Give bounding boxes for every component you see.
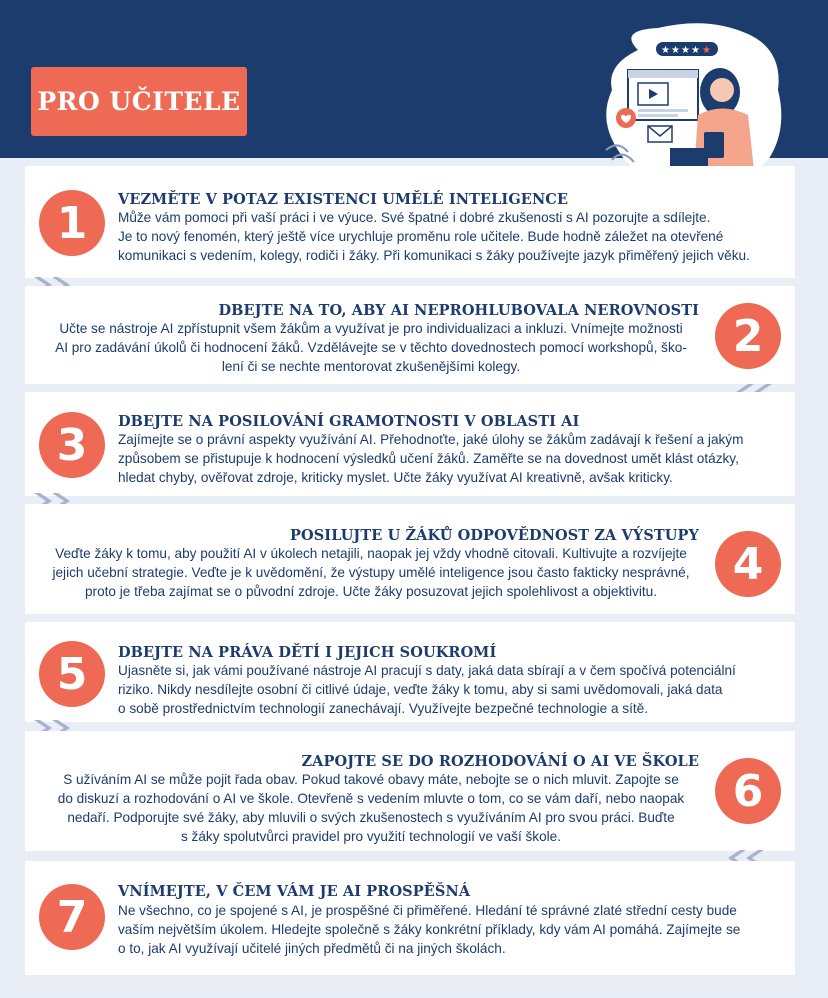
item-text: [118, 901, 778, 958]
item-text-line: proto je třeba zajímat se o původní zdroje. Učte žáky posuzovat jejich spolehlivost a objektivitu.: [85, 584, 657, 599]
item-card-5: [25, 622, 795, 722]
item-text-line: hledat chyby, ověřovat zdroje, kriticky myslet. Učte žáky využívat AI kreativně, avšak kriticky.: [118, 470, 673, 485]
item-text-line: způsobem se přistupuje k hodnocení výsledků učení žáků. Zaměřte se na dovednost umět klást otázky,: [118, 451, 739, 466]
item-text-line: s žáky spolutvůrci pravidel pro využití technologií ve vaší škole.: [180, 829, 562, 844]
item-text: [118, 208, 778, 265]
item-number-badge: 5: [39, 641, 105, 707]
item-number-badge: 3: [39, 412, 105, 478]
item-heading: DBEJTE NA TO, ABY AI NEPROHLUBOVALA NEROVNOSTI: [218, 302, 699, 319]
item-number-badge: 1: [39, 190, 105, 256]
item-text: [41, 770, 701, 846]
item-text-line: Je to nový fenomén, který ještě více urychluje proměnu role učitele. Bude hodně záležet na otevřené: [118, 229, 724, 244]
item-text-line: Veďte žáky k tomu, aby použití AI v úkolech netajili, naopak jej vždy vhodně citovali. Kultivujte a rozvíjejte: [55, 546, 687, 561]
item-text-line: lení či se nechte mentorovat zkušenějšími kolegy.: [221, 359, 521, 374]
item-number-badge: 2: [715, 303, 781, 369]
item-text-line: do diskuzí a rozhodování o AI ve škole. Otevřeně s vedením mluvte o tom, co se vám daří, nebo naopak: [57, 791, 685, 806]
item-heading: VEZMĚTE V POTAZ EXISTENCI UMĚLÉ INTELIGENCE: [118, 191, 569, 208]
item-text-line: jejich učební strategie. Veďte je k uvědomění, že výstupy umělé inteligence jsou často fakticky nesprávné,: [52, 565, 690, 580]
teacher-illustration: [598, 20, 788, 190]
item-text: [118, 661, 778, 718]
item-text-line: S užíváním AI se může pojit řada obav. Pokud takové obavy máte, nebojte se o nich mluvit. Zapojte se: [63, 772, 679, 787]
item-text-line: o sobě prostřednictvím technologií zanechávají. Využívejte bezpečné technologie a sítě.: [118, 701, 648, 716]
item-heading: POSILUJTE U ŽÁKŮ ODPOVĚDNOST ZA VÝSTUPY: [290, 527, 699, 544]
item-text-line: AI pro zadávání úkolů či hodnocení žáků. Vzdělávejte se v těchto dovednostech pomocí workshopů, ško-: [55, 340, 687, 355]
item-card-3: [25, 392, 795, 496]
item-heading: DBEJTE NA POSILOVÁNÍ GRAMOTNOSTI V OBLASTI AI: [118, 413, 580, 430]
item-card-1: [25, 166, 795, 278]
item-text-line: o to, jak AI využívají učitelé jiných předmětů či na jiných školách.: [118, 941, 506, 956]
item-text: [118, 430, 778, 487]
item-number-badge: 4: [715, 531, 781, 597]
item-text-line: Může vám pomoci při vaší práci i ve výuce. Své špatné i dobré zkušenosti s AI pozorujte a sdílejte.: [118, 210, 711, 225]
item-text: [41, 544, 701, 601]
star-icon: ★: [691, 45, 700, 56]
item-card-7: [25, 861, 795, 975]
item-heading: VNÍMEJTE, V ČEM VÁM JE AI PROSPĚŠNÁ: [118, 883, 471, 900]
item-number-badge: 7: [39, 884, 105, 950]
title-badge: [31, 67, 247, 136]
item-text-line: komunikaci s vedením, kolegy, rodiči i žáky. Při komunikaci s žáky používejte jazyk přiměřený jejich věku.: [118, 248, 750, 263]
star-icon: ★: [702, 45, 711, 56]
item-text: [41, 319, 701, 376]
item-number-badge: 6: [715, 758, 781, 824]
page-title: PRO UČITELE: [37, 87, 241, 116]
star-icon: ★: [681, 45, 690, 56]
star-icon: ★: [671, 45, 680, 56]
item-text-line: nedaří. Podporujte své žáky, aby mluvili o svých zkušenostech s využíváním AI pro svou práci. Buďte: [67, 810, 675, 825]
item-card-6: [25, 731, 795, 851]
item-text-line: Učte se nástroje AI zpřístupnit všem žákům a využívat je pro individualizaci a inkluzi. Vnímejte možnosti: [59, 321, 683, 336]
item-card-4: [25, 504, 795, 614]
item-text-line: Zajímejte se o právní aspekty využívání AI. Přehodnoťte, jaké úlohy se žákům zadávají k řešení a jakým: [118, 432, 744, 447]
item-text-line: vaším největším úkolem. Hledejte společně s žáky konkrétní příklady, kdy vám AI pomáhá. Zajímejte se: [118, 922, 741, 937]
star-icon: ★: [661, 45, 670, 56]
item-text-line: riziko. Nikdy nesdílejte osobní či citlivé údaje, veďte žáky k tomu, aby si sami uvědomovali, jaká data: [118, 682, 723, 697]
item-heading: ZAPOJTE SE DO ROZHODOVÁNÍ O AI VE ŠKOLE: [301, 753, 699, 770]
item-text-line: Ne všechno, co je spojené s AI, je prospěšné či přiměřené. Hledání té správné zlaté střední cesty bude: [118, 903, 737, 918]
item-heading: DBEJTE NA PRÁVA DĚTÍ I JEJICH SOUKROMÍ: [118, 644, 497, 661]
item-text-line: Ujasněte si, jak vámi používané nástroje AI pracují s daty, jaká data sbírají a v čem spočívá potenciální: [118, 663, 736, 678]
item-card-2: [25, 286, 795, 384]
